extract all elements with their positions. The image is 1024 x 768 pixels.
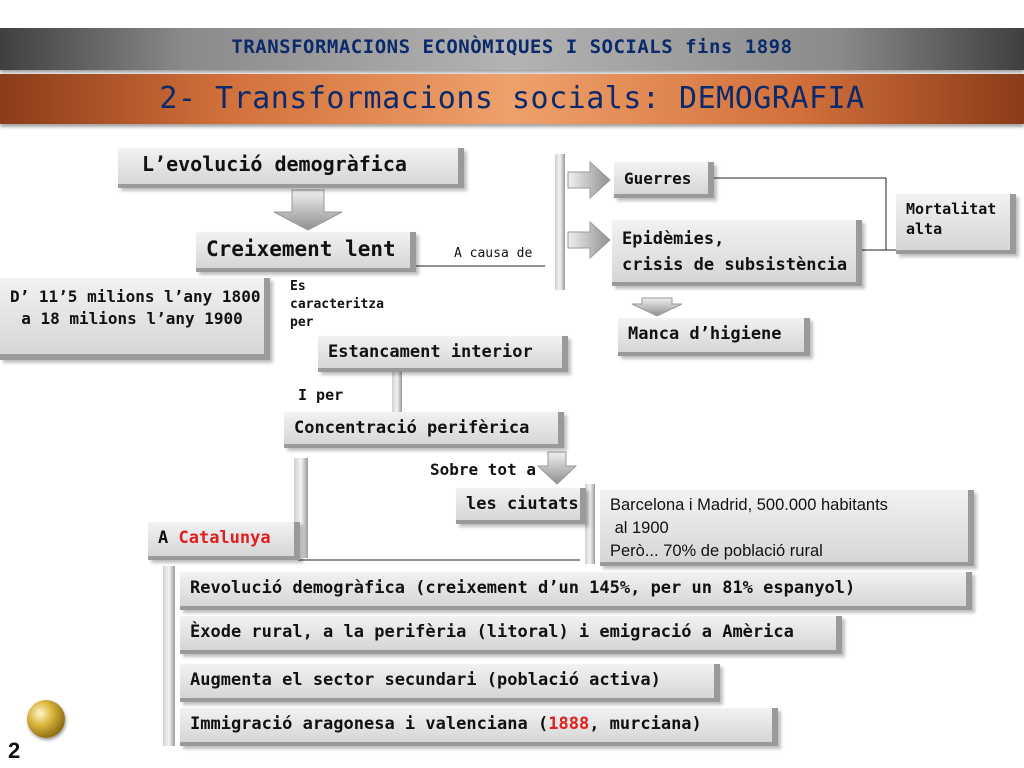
mortalitat-line2: alta xyxy=(906,220,943,238)
manca-higiene-box xyxy=(618,318,810,356)
evolucio-box xyxy=(118,148,464,188)
epidemies-box xyxy=(612,220,862,286)
catalunya-label: Catalunya xyxy=(178,528,271,548)
immigracio-part-b: , murciana) xyxy=(589,714,702,734)
guerres-label: Guerres xyxy=(624,169,692,188)
barcelona-box xyxy=(600,490,974,566)
creixement-box xyxy=(196,232,416,272)
mortalitat-box xyxy=(896,194,1016,254)
i-per: I per xyxy=(298,386,344,404)
bracket-ciutats xyxy=(585,484,595,564)
epidemies-line1: Epidèmies, xyxy=(622,229,725,249)
poblacio-line1: D’ 11’5 milions l’any 1800 xyxy=(10,287,261,306)
down-arrow-higiene xyxy=(632,298,682,316)
down-arrow-ciutats xyxy=(538,452,576,484)
bracket-catalunya-points xyxy=(163,566,175,746)
gold-ball-icon xyxy=(27,700,65,738)
estancament-box xyxy=(318,336,568,372)
exode-box xyxy=(180,616,842,654)
concentracio-label: Concentració perifèrica xyxy=(294,418,530,438)
sobre-tot-a: Sobre tot a xyxy=(430,460,536,479)
poblacio-box xyxy=(0,278,270,360)
immigracio-box xyxy=(180,708,778,746)
slide-number: 2 xyxy=(8,738,21,763)
es-caracteritza xyxy=(290,278,384,332)
es-caracteritza-2: caracteritza xyxy=(290,297,384,312)
epidemies-line2: crisis de subsistència xyxy=(622,255,848,275)
revolucio-label: Revolució demogràfica (creixement d’un 145%, per un 81% espanyol) xyxy=(190,578,856,598)
catalunya-box xyxy=(148,522,300,560)
barcelona-line1: Barcelona i Madrid, 500.000 habitants xyxy=(610,496,888,514)
a-causa-de: A causa de xyxy=(454,246,533,261)
guerres-box xyxy=(614,162,714,198)
right-arrow-epidemies xyxy=(568,222,610,258)
es-caracteritza-3: per xyxy=(290,315,314,330)
creixement-label: Creixement lent xyxy=(206,237,396,261)
barcelona-line2: al 1900 xyxy=(610,519,669,537)
evolucio-label: L’evolució demogràfica xyxy=(142,152,407,176)
right-arrow-guerres xyxy=(568,162,610,198)
sector-box xyxy=(180,664,720,702)
poblacio-line2: a 18 milions l’any 1900 xyxy=(21,309,243,328)
estancament-label: Estancament interior xyxy=(328,342,533,362)
manca-higiene-label: Manca d’higiene xyxy=(628,324,782,344)
ciutats-box xyxy=(456,488,586,524)
es-caracteritza-1: Es xyxy=(290,279,306,294)
slide-title: 2- Transformacions socials: DEMOGRAFIA xyxy=(159,81,865,116)
ciutats-label: les ciutats xyxy=(466,494,579,514)
sector-label: Augmenta el sector secundari (població activa) xyxy=(190,670,661,690)
down-arrow-evolucio xyxy=(274,190,342,230)
barcelona-line3: Però... 70% de població rural xyxy=(610,542,823,560)
mortalitat-line1: Mortalitat xyxy=(906,200,997,218)
subject-title: TRANSFORMACIONS ECONÒMIQUES I SOCIALS fins 1898 xyxy=(231,36,793,58)
a-prefix: A xyxy=(158,528,179,548)
immigracio-part-a: Immigració aragonesa i valenciana ( xyxy=(190,714,549,734)
immigracio-year: 1888 xyxy=(548,714,590,734)
exode-label: Èxode rural, a la perifèria (litoral) i emigració a Amèrica xyxy=(190,622,794,642)
revolucio-box xyxy=(180,572,972,610)
concentracio-box xyxy=(284,412,564,448)
bracket-causes xyxy=(555,154,565,290)
